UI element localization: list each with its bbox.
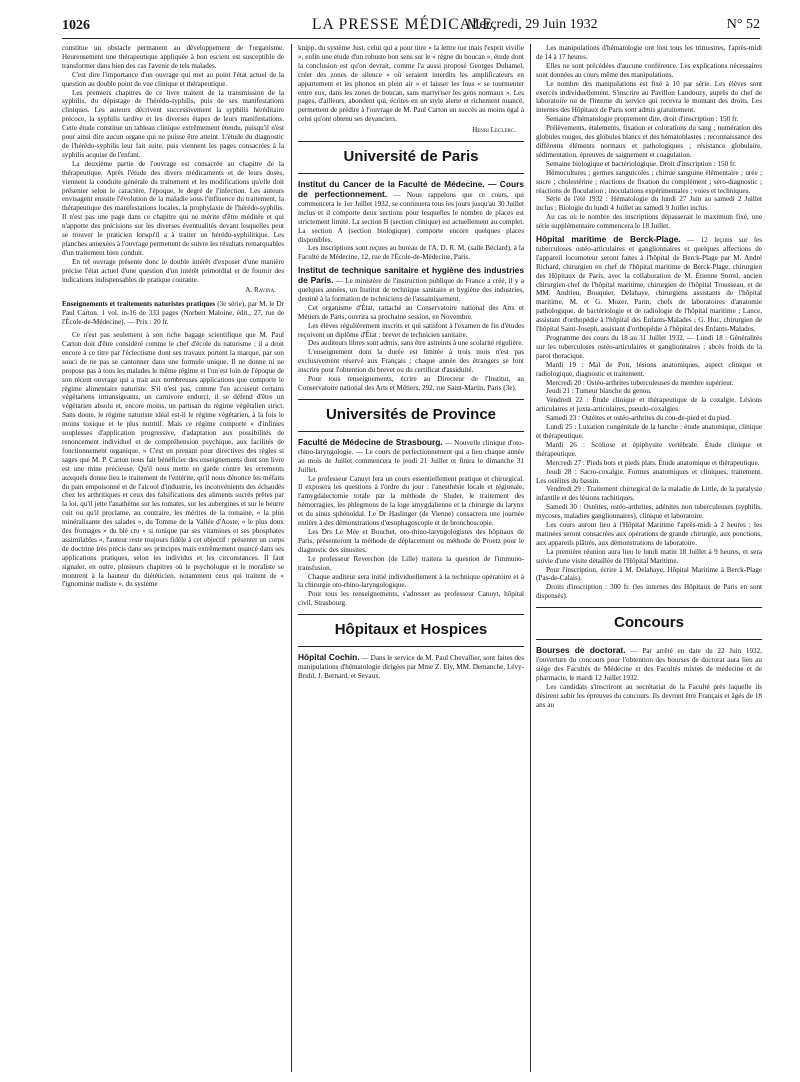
page-number: 1026 [62,18,90,33]
programme-day: Mardi 19 : Mal de Pott, lésions anatomiques, aspect clinique et radiologique, diagnostic et traitement. [536,360,762,378]
book-review-heading [62,300,284,327]
paragraph: Semaine biologique et bactériologique. Droit d'inscription : 150 fr. [546,159,737,168]
paragraph: constitue un obstacle permanent au développement de l'organisme. Heureusement une thérapeutique appliquée à bon escient est susceptible de transformer dans bien des cas l'avenir de tels malades. [62,44,284,70]
paragraph: Les premiers chapitres de ce livre traitent de la transmission de la syphilis, du dépistage de l'hérédo-syphilis, puis de ses manifestations cliniques. Les auteurs décrivent successivement la syphilis héréditaire précoce, la syphilis tardive et les diverses étapes de leurs manifestations. Cette étude constitue un tableau clinique extrêmement étendu, puisqu'il n'est pour ainsi dire aucun organe qui ne puisse être atteint. L'étude du diagnostic de l'hérédo-syphilis leur fait suite, puis viennent les pages consacrées à la syphilis acquise de l'enfant. [62,88,284,159]
paragraph: Chaque auditeur sera initié individuellement à la technique opératoire et à la chirurgie oto-rhino-laryngologique. [298,572,524,590]
paragraph: Les cours auront lieu à l'Hôpital Maritime l'après-midi à 2 heures ; les matinées seront consacrées aux opérations de grande chirurgie, aux ponctions, aux appareils plâtrés, aux démonstrations de laboratoire. [536,521,762,547]
column-2 [298,44,524,1072]
programme-day: Lundi 25 : Luxation congénitale de la hanche : étude anatomique, clinique et thérapeutique. [536,423,762,440]
programme-intro: Programme des cours du 18 au 31 Juillet 1932. — Lundi 18 : Généralités sur les tuberculoses ostéo-articulaires et ganglionnaires ; abcès froids de la paroi thoracique. [536,334,762,360]
programme-day: Samedi 23 : Ostéites et ostéo-arthrites du cou-de-pied et du pied. [546,414,732,423]
paragraph: C'est dire l'importance d'un ouvrage qui met au point l'état actuel de la question au double point de vue clinique et thérapeutique. [62,70,284,88]
paragraph: Ce n'est pas seulement à son riche bagage scientifique que M. Paul Carton doit d'être considéré comme le chef d'école du naturisme ; il a droit encore à ce titre par l'éclectisme dont ses travaux portent la marque, par son souci de ne pas se cantonner dans une formule unique. Il ne donne ni ne propose pas à tous les malades le même régime et l'on est loin de l'époque de son récent ouvrage qui a trait aux nombreuses applications que comporte le régime alimentaire naturiste. S'il n'est pas, comme l'en accusent certains végétariens intransigeants, un carnivore endurci, il se défend d'être un végétarien absolu et, encore moins, un partisan du régime végétalien strict. Sans doute, le régime naturiste idéal est-il le régime végétarien, à la fois le moins toxique et le plus nutritif. Mais ce régime comporte « d'infinies souplesses d'application progressive, d'adaptation aux possibilités de renoncement individuel et de compréhension psychique, aux facilités de fonctionnement organique. » C'est en prenant pour directives des règles si sages que M. P. Carton nous fait bénéficier des enseignements dont son livre est une mine précieuse. Qu'il nous mette en garde contre les errements auxquels donne lieu le traitement de l'entérite, qu'il nous dénonce les méfaits du pain empoisonné et de l'alcool d'industrie, les inconvénients des échaudés chez les arthritiques et ceux des falsifications des aliments sucrés prêtes par la loi, qu'il jette l'anathème sur les tomates, sur les aubergines et sur le beurre cuit ou qu'il proclame, au contraire, les mérites de la romaine, « la plus minéralisante des salades », du Tomme de la Vallée d'Aoste, « le plus doux des fromages » du blé cru « si tonique par ses vitamines et ses phosphates assimilables », l'auteur reste toujours fidèle à cet objectif : présenter un corps de doctrine très précis dans ses principes mais extrêmement nuancé dans ses applications pratiques, selon les individus et les circonstances. Il faut signaler, en outre, plusieurs chapitres où le psychologue et le moraliste se montrent à la hauteur du diététicien, notamment ceux qui traitent de « l'ignominie nudiste », du système [62,331,284,589]
paragraph: Le nombre des manipulations est fixé à 10 par série. Les élèves sont exercés individuellement. S'inscrire au Pavillon Landouzy, auprès du chef de laboratoire ou de l'interne du service qui recevra le montant des droits. Les internes des Hôpitaux de Paris sont admis gratuitement. [536,79,762,115]
paragraph: Au cas où le nombre des inscriptions dépasserait le maximum fixé, une série supplémentaire commencera le 18 Juillet. [536,213,762,231]
notice-heading: Institut de technique sanitaire et hygiène des industries de Paris. [298,265,524,286]
column-3 [536,44,762,1072]
section-heading-universites-de-province: Universités de Province [298,399,524,432]
programme-day: Samedi 30 : Ostéites, ostéo-arthrites, adénites non tuberculeuses (syphilis, mycoses, maladies ganglionnaires), clinique et laboratoire. [536,503,762,521]
notice-heading: Faculté de Médecine de Strasbourg. [298,436,443,447]
paragraph: knipp, du système Just, celui qui a pour titre « la lettre tue mais l'esprit vivifie », enfin une étude d'un robuste bon sens sur le « règne du boucan », étude dont la conclusion est qu'on devrait, comme l'a aussi proposé Georges Duhamel, créer des zones de silence « où seraient interdits les amplificateurs en appartement et les phonos en plein air » et laisser les fous « se tourmenter entre eux, dans les zones de boucan, sans martyriser les gens normaux ». Les pages, d'ailleurs, abondent qui, écrites en un style alerte et richement nuancé, permettent de prédire à l'ouvrage de M. Paul Carton un succès au moins égal à celui qu'ont obtenu ses devanciers. [298,44,524,124]
paragraph: La deuxième partie de l'ouvrage est consacrée au chapitre de la thérapeutique. Après l'étude des divers médicaments et de leurs doses, viennent la conduite générale du traitement et les modifications qu'elle doit présenter selon le caractère, l'époque, le degré de l'infection. Les auteurs envisagent ensuite l'évolution de la maladie sous l'influence du traitement, la thérapeutique des manifestations locales, la prophylaxie de l'hérédo-syphilis. Il n'est pas une page dans ce chapitre qui ne mérite d'être méditée et qui n'apporte des précisions sur les diverses éventualités devant lesquelles peut se trouver le praticien lorsqu'il a à traiter un hérédo-syphilitique. Les planches annexées à l'ouvrage permettent de suivre les résultats remarquables d'un traitement bien conduit. [62,159,284,257]
section-heading-concours: Concours [536,607,762,640]
notice [298,653,524,681]
paragraph: La première réunion aura lieu le lundi matin 18 Juillet à 9 heures, et sera suivie d'une visite détaillée de l'Hôpital Maritime. [536,547,762,565]
notice [298,180,524,244]
programme-day: Mercredi 20 : Ostéo-arthrites tuberculeuses du membre supérieur. [546,378,734,387]
signature: A. Ravina. [245,286,276,295]
paragraph: Semaine d'hématologie proprement dite, droit d'inscription : 150 fr. [546,115,739,124]
paragraph: Le professeur Canuyt fera un cours essentiellement pratique et chirurgical. Il exposera les questions à l'ordre du jour : l'anesthésie locale et régionale, l'amygdalectomie totale par la méthode de Sluder, le traitement des hémorragies, les phlegmons de la loge amygdalienne et la chirurgie du larynx et du sinus sphénoïdal. Le Dr Haslinger (de Vienne) consacrera une journée entière à des démonstrations d'œsophagoscopie et de bronchoscopie. [298,474,524,528]
notice-text: — Nouvelle clinique d'oto-rhino-laryngologie. — Le cours de perfectionnement qui a lieu chaque année au mois de Juillet commencera le jeudi 21 Juillet et finira le dimanche 31 Juillet. [298,438,524,474]
column-1 [62,44,284,1072]
notice-heading: Hôpital maritime de Berck-Plage. [536,234,681,245]
notice-heading: Bourses de doctorat. [536,645,626,656]
paragraph: Série de l'été 1932 : Hématologie du lundi 27 Juin au samedi 2 Juillet inclus ; Biologie du lundi 4 Juillet au samedi 9 Juillet inclus. [536,195,762,213]
paragraph: Pour tous renseignements, écrire au Directeur de l'Institut, au Conservatoire national des Arts et Métiers, 292, rue Saint-Martin, Paris (3e). [298,375,524,392]
notice [536,235,762,334]
book-title: Enseignements et traitements naturistes pratiques [62,300,216,309]
column-rule-1 [291,44,292,1072]
programme-day: Mardi 26 : Scoliose et épiphysite vertébrale. Étude clinique et thérapeutique. [536,440,762,458]
paragraph: Les élèves régulièrement inscrits et qui satisfont à l'examen de fin d'études reçoivent un diplôme d'État : brevet de technicien sanitaire. [298,321,524,339]
journal-title: LA PRESSE MÉDICALE, [312,16,498,33]
paragraph: En tel ouvrage présente donc le double intérêt d'exposer d'une manière précise l'état actuel d'une question d'un intérêt primordial et de fournir des indications indispensables de pratique courante. [62,257,284,284]
paragraph: Prélèvements, étalements, fixation et colorations du sang ; numération des globules rouges, des globules blancs et des hématoblastes ; reconnaissance des différents éléments normaux et pathologiques ; résistance globulaire, sédimentation, épreuves de saignement et coagulation. [536,124,762,159]
programme-day: Vendredi 29 : Traitement chirurgical de la maladie de Little, de la paralysie infantile et des lésions rachitiques. [536,485,762,503]
column-rule-2 [530,44,531,1072]
programme-day: Jeudi 21 : Tumeur blanche du genou. [546,387,652,396]
paragraph: Les manipulations d'hématologie ont lieu tous les trimestres, l'après-midi de 14 à 17 heures. [536,44,762,61]
paragraph: Droits d'inscription : 300 fr. (les internes des Hôpitaux de Paris en sont dispensés). [536,583,762,601]
notice [298,438,524,475]
book-details: (3e série), par M. le Dr Paul Carton. 1 vol. in-16 de 333 pages (Norbert Maloine, édit., 27, rue de l'École-de-Médecine). — Prix : 20 fr. [62,300,284,327]
notice-text: — Par arrêté en date du 22 Juin 1932, l'ouverture du concours pour l'obtention des bourses de doctorat aura lieu au siège des Facultés de Médecine et des Facultés mixtes de médecine et de pharmacie, le mardi 12 Juillet 1932. [536,647,762,682]
paragraph: Hémocultures ; germes sanguicoles ; chimie sanguine élémentaire ; urée ; sucre ; cholestérine ; réactions de fixation du complément ; séro-diagnostic ; réactions de floculation ; inoculations expérimentales ; voies et techniques. [536,168,762,195]
section-heading-hopitaux-et-hospices: Hôpitaux et Hospices [298,614,524,647]
page-header [62,16,760,39]
notice [298,266,524,304]
notice-text: — Nous rappelons que ce cours, qui commencera le 1er Juillet 1932, se continuera tous les jours jusqu'au 30 Juillet inclus et il comporte deux sections pour lesquelles le nombre de places est strictement limité. La section B (section clinique) est actuellement au complet. La section A (section biologique) comporte encore quelques places disponibles. [298,190,524,244]
paragraph: Pour l'inscription, écrire à M. Delahaye, Hôpital Maritime à Berck-Plage (Pas-de-Calais). [536,565,762,583]
notice-text: — Le ministère de l'instruction publique de France a créé, il y a quelques années, un Institut de technique sanitaire et hygiène des industries, destiné à la formation de techniciens de l'assainissement. [298,277,524,303]
issue-number: N° 52 [726,17,760,32]
notice-heading: Institut du Cancer de la Faculté de Médecine. — Cours de perfectionnement. [298,179,524,199]
paragraph: Le professeur Reverchon (de Lille) traitera la question de l'immuno-transfusion. [298,554,524,572]
paragraph: Elles ne sont précédées d'aucune conférence. Les explications nécessaires sont données au cours même des manipulations. [536,61,762,79]
notice-text: — 12 leçons sur les tuberculoses ostéo-articulaires et ganglionnaires et quelques affections de l'appareil locomoteur seront faites à l'hôpital de Berck-Plage par M. André Richard, chirurgien en chef de l'hôpital maritime de Berck-Plage, chirurgien des Hôpitaux de Paris, avec la collaboration de M. Étienne Sorrel, ancien chirurgien-chef de l'hôpital maritime, chirurgien de l'hôpital Trousseau, et de MM. Andrieu, Bouquier, Delahaye, chirurgiens assistants de l'hôpital maritime, M. et G. Mozer, Parin, chefs de laboratoires d'anatomie pathologique, de bactériologie et de radiologie de l'hôpital maritime ; Lance, assistant d'orthopédie à l'hôpital des Enfants-Malades ; G. Huc, chirurgien de l'hôpital Saint-Joseph, assistant d'orthopédie à l'hôpital des Enfants-Malades. [536,236,762,334]
notice-text: — Dans le service de M. Paul Chevallier, sont faites des manipulations d'hématologie dirigées par Mme Z. Ely, MM. Demanche, Lévy-Bruhl, J. Bernard, et Sevaux. [298,654,524,680]
programme-day: Jeudi 28 : Sacro-coxalgie. Formes anatomiques et cliniques, traitement. Les ostéites du bassin. [536,467,762,485]
notice-heading: Hôpital Cochin. [298,652,360,663]
paragraph: Des auditeurs libres sont admis, sans être astreints à une scolarité régulière. [308,339,524,348]
signature: Henri Leclerc. [472,126,516,135]
paragraph: Pour tous les renseignements, s'adresser au professeur Canuyt, hôpital civil, Strasbourg. [298,590,524,608]
paragraph: Les Drs Le Mée et Bouchet, oto-rhino-laryngologistes des hôpitaux de Paris, présenteront la méthode de déplacement ou méthode de Proetz pour le diagnostic des sinusites. [298,527,524,554]
paragraph: Cet organisme d'État, rattaché au Conservatoire national des Arts et Métiers de Paris, ouvrira sa prochaine session, en Novembre. [298,303,524,321]
programme-day: Mercredi 27 : Pieds bots et pieds plats. Étude anatomique et thérapeutique. [546,458,760,467]
section-heading-universite-de-paris: Université de Paris [298,141,524,174]
paragraph: Les candidats s'inscriront au secrétariat de la Faculté près laquelle ils désirent subir les épreuves du concours. Ils devront être Français et âgés de 18 ans au [536,682,762,709]
programme-day: Vendredi 22 : Étude clinique et thérapeutique de la coxalgie. Lésions articulaires et juxta-articulaires, pseudo-coxalgies. [536,396,762,414]
notice [536,646,762,683]
issue-date: Mercredi, 29 Juin 1932 [467,17,598,32]
paragraph: L'enseignement dont la durée est limitée à trois mois n'est pas exclusivement réservé aux Français ; chaque année des étrangers se font inscrire pour l'obtention du brevet ou du certificat d'assiduité. [298,348,524,375]
paragraph: Les inscriptions sont reçues au bureau de l'A. D. R. M. (salle Béclard), à la Faculté de Médecine, 12, rue de l'École-de-Médecine, Paris. [298,244,524,262]
